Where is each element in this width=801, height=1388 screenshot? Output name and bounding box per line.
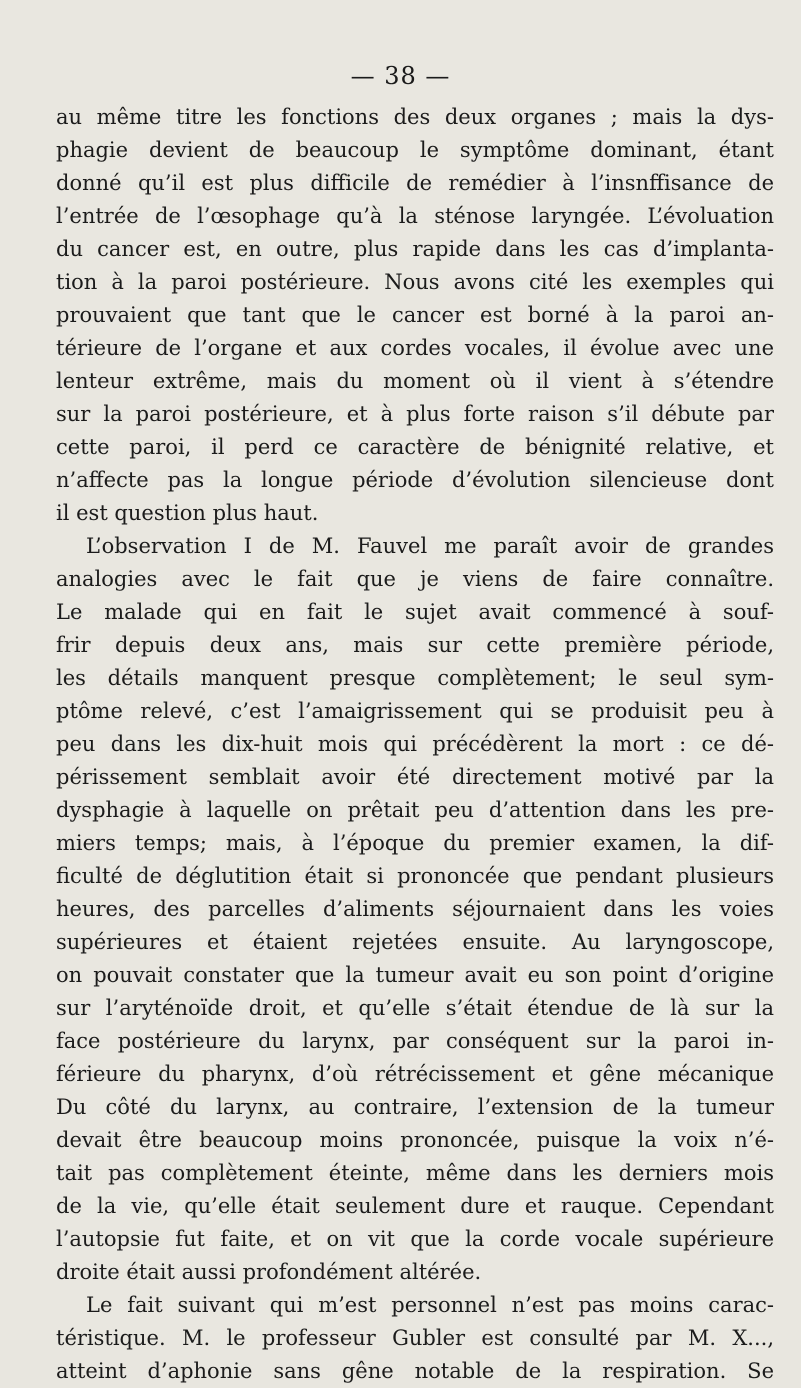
- text-line: ptôme relevé, c’est l’amaigrissement qui se produisit peu à: [56, 699, 774, 723]
- text-line: frir depuis deux ans, mais sur cette première période,: [56, 633, 774, 657]
- text-line: férieure du pharynx, d’où rétrécissement et gêne mécanique: [56, 1062, 774, 1086]
- text-line: analogies avec le fait que je viens de faire connaître.: [56, 567, 774, 591]
- text-line: devait être beaucoup moins prononcée, puisque la voix n’é-: [56, 1128, 774, 1152]
- text-line: lenteur extrême, mais du moment où il vient à s’étendre: [56, 369, 774, 393]
- text-line: ficulté de déglutition était si prononcée que pendant plusieurs: [56, 864, 774, 888]
- text-line: droite était aussi profondément altérée.: [56, 1260, 482, 1284]
- text-line: périssement semblait avoir été directement motivé par la: [56, 765, 774, 789]
- text-line: L’observation I de M. Fauvel me paraît avoir de grandes: [86, 534, 774, 558]
- text-line: Du côté du larynx, au contraire, l’extension de la tumeur: [56, 1095, 774, 1119]
- page-number: — 38 —: [350, 62, 451, 90]
- text-line: Le fait suivant qui m’est personnel n’est pas moins carac-: [86, 1293, 774, 1317]
- text-line: supérieures et étaient rejetées ensuite. Au laryngoscope,: [56, 930, 774, 954]
- text-line: peu dans les dix-huit mois qui précédèrent la mort : ce dé-: [56, 732, 774, 756]
- text-line: cette paroi, il perd ce caractère de bénignité relative, et: [56, 435, 774, 459]
- text-line: téristique. M. le professeur Gubler est consulté par M. X...,: [56, 1326, 774, 1350]
- text-line: au même titre les fonctions des deux organes ; mais la dys-: [56, 105, 774, 129]
- text-line: l’entrée de l’œsophage qu’à la sténose laryngée. L’évoluation: [56, 204, 774, 228]
- text-line: heures, des parcelles d’aliments séjournaient dans les voies: [56, 897, 774, 921]
- text-line: on pouvait constater que la tumeur avait eu son point d’origine: [56, 963, 774, 987]
- text-line: sur l’aryténoïde droit, et qu’elle s’était étendue de là sur la: [56, 996, 774, 1020]
- text-line: de la vie, qu’elle était seulement dure et rauque. Cependant: [56, 1194, 774, 1218]
- text-line: face postérieure du larynx, par conséquent sur la paroi in-: [56, 1029, 774, 1053]
- text-line: les détails manquent presque complètement; le seul sym-: [56, 666, 774, 690]
- text-line: tait pas complètement éteinte, même dans les derniers mois: [56, 1161, 774, 1185]
- text-line: sur la paroi postérieure, et à plus forte raison s’il débute par: [56, 402, 774, 426]
- text-line: l’autopsie fut faite, et on vit que la corde vocale supérieure: [56, 1227, 774, 1251]
- text-line: il est question plus haut.: [56, 501, 319, 525]
- text-line: Le malade qui en fait le sujet avait commencé à souf-: [56, 600, 774, 624]
- text-line: donné qu’il est plus difficile de remédier à l’insnffisance de: [56, 171, 774, 195]
- body-text: [56, 101, 774, 1388]
- text-line: térieure de l’organe et aux cordes vocales, il évolue avec une: [56, 336, 774, 360]
- text-line: prouvaient que tant que le cancer est borné à la paroi an-: [56, 303, 774, 327]
- text-line: tion à la paroi postérieure. Nous avons cité les exemples qui: [56, 270, 774, 294]
- text-line: dysphagie à laquelle on prêtait peu d’attention dans les pre-: [56, 798, 774, 822]
- text-line: atteint d’aphonie sans gêne notable de la respiration. Se: [56, 1359, 774, 1383]
- text-line: miers temps; mais, à l’époque du premier examen, la dif-: [56, 831, 774, 855]
- text-line: n’affecte pas la longue période d’évolution silencieuse dont: [56, 468, 774, 492]
- text-line: phagie devient de beaucoup le symptôme dominant, étant: [56, 138, 774, 162]
- text-line: du cancer est, en outre, plus rapide dans les cas d’implanta-: [56, 237, 774, 261]
